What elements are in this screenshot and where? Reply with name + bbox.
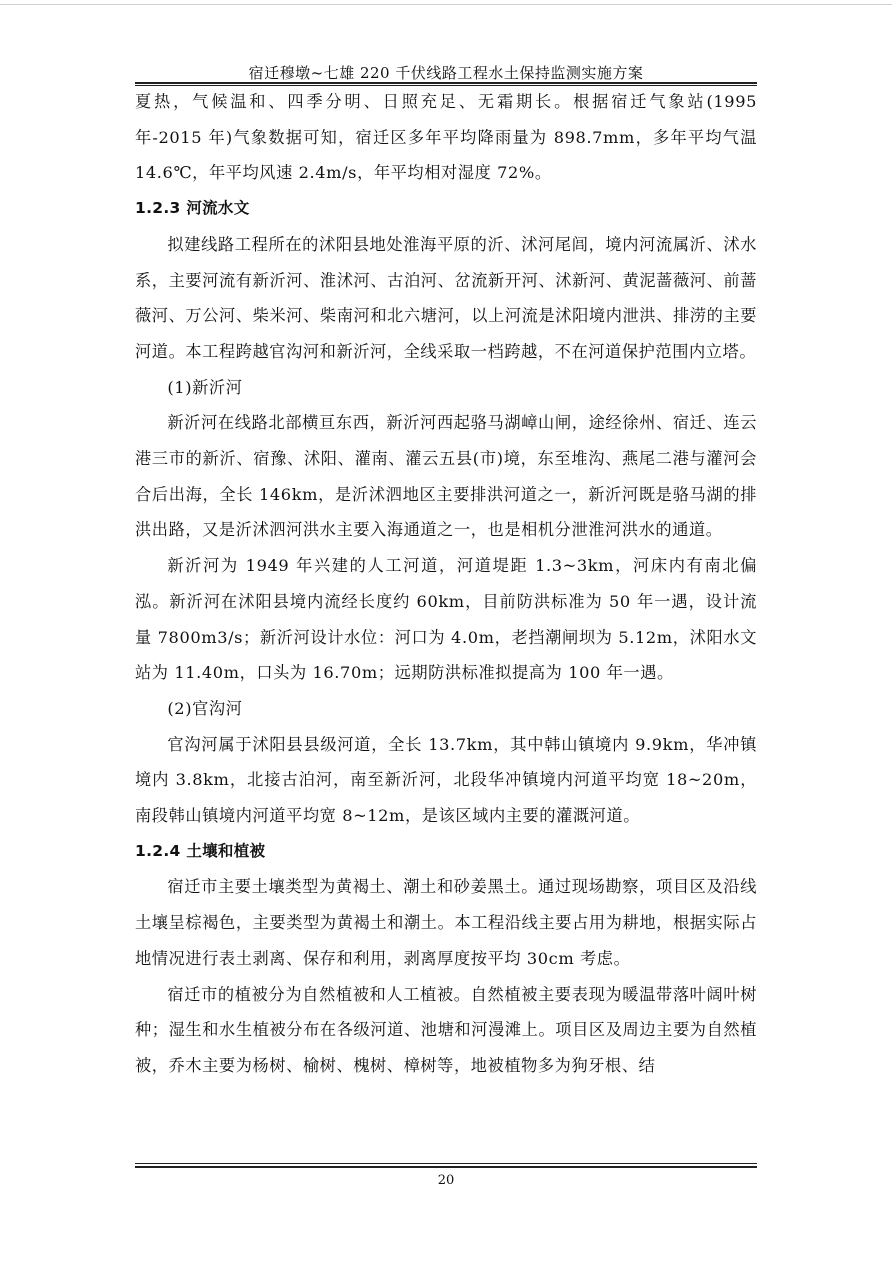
subheading-xinyi-river: (1)新沂河 <box>167 377 243 397</box>
footer-rule-secondary <box>135 1166 757 1168</box>
footer-rule <box>135 1163 757 1164</box>
page-number: 20 <box>437 1173 455 1188</box>
document-body <box>135 84 757 1084</box>
section-heading-rivers: 1.2.3 河流水文 <box>135 199 250 218</box>
paragraph-xinyi-river-1: 新沂河在线路北部横亘东西，新沂河西起骆马湖嶂山闸，途经徐州、宿迁、连云港三市的新沂、宿豫、沭阳、灌南、灌云五县(市)境，东至堆沟、燕尾二港与灌河会合后出海，全长 146km，是沂沭泗地区主要排洪河道之一，新沂河既是骆马湖的排洪出路，又是沂沭泗河洪水主要入海通道之一，也是相机分泄淮河洪水的通道。 <box>135 413 757 540</box>
paragraph-climate: 夏热，气候温和、四季分明、日照充足、无霜期长。根据宿迁气象站(1995 年-2015 年)气象数据可知，宿迁区多年平均降雨量为 898.7mm，多年平均气温 14.6℃，年平均风速 2.4m/s，年平均相对湿度 72%。 <box>135 92 757 183</box>
running-header: 宿迁穆墩~七雄 220 千伏线路工程水土保持监测实施方案 <box>248 64 644 82</box>
paragraph-guangou-river: 官沟河属于沭阳县县级河道，全长 13.7km，其中韩山镇境内 9.9km，华冲镇境内 3.8km，北接古泊河，南至新沂河，北段华冲镇境内河道平均宽 18~20m，南段韩山镇境内河道平均宽 8~12m，是该区域内主要的灌溉河道。 <box>135 734 757 826</box>
paragraph-soil: 宿迁市主要土壤类型为黄褐土、潮土和砂姜黑土。通过现场勘察，项目区及沿线土壤呈棕褐色，主要类型为黄褐土和潮土。本工程沿线主要占用为耕地，根据实际占地情况进行表土剥离、保存和利用，剥离厚度按平均 30cm 考虑。 <box>135 877 757 968</box>
section-heading-soil-vegetation: 1.2.4 土壤和植被 <box>135 841 266 860</box>
subheading-guangou-river: (2)官沟河 <box>167 698 243 718</box>
paragraph-xinyi-river-2: 新沂河为 1949 年兴建的人工河道，河道堤距 1.3~3km，河床内有南北偏泓。新沂河在沭阳县境内流经长度约 60km，目前防洪标准为 50 年一遇，设计流量 7800m3/s；新沂河设计水位：河口为 4.0m，老挡潮闸坝为 5.12m，沭阳水文站为 11.40m，口头为 16.70m；远期防洪标准拟提高为 100 年一遇。 <box>135 556 757 683</box>
paragraph-vegetation: 宿迁市的植被分为自然植被和人工植被。自然植被主要表现为暖温带落叶阔叶树种；湿生和水生植被分布在各级河道、池塘和河漫滩上。项目区及周边主要为自然植被，乔木主要为杨树、榆树、槐树、樟树等，地被植物多为狗牙根、结 <box>135 984 757 1075</box>
paragraph-rivers-overview: 拟建线路工程所在的沭阳县地处淮海平原的沂、沭河尾闾，境内河流属沂、沭水系，主要河流有新沂河、淮沭河、古泊河、岔流新开河、沭新河、黄泥蔷薇河、前蔷薇河、万公河、柴米河、柴南河和北六塘河，以上河流是沭阳境内泄洪、排涝的主要河道。本工程跨越官沟河和新沂河，全线采取一档跨越，不在河道保护范围内立塔。 <box>135 234 757 361</box>
page-top-edge <box>0 4 892 5</box>
